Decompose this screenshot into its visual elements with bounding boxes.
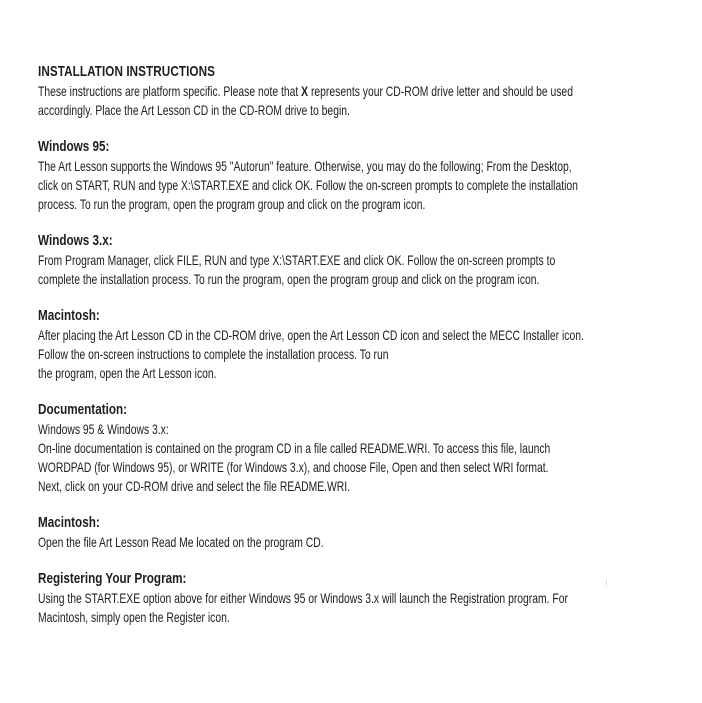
- macintosh-install-line: After placing the Art Lesson CD in the CD-ROM drive, open the Art Lesson CD icon and select the MECC Installer icon.: [38, 327, 584, 343]
- macintosh-doc-heading: Macintosh:: [38, 514, 100, 531]
- drive-letter-emphasis: X: [301, 83, 309, 99]
- intro-text-a: These instructions are platform specific. Please note that: [38, 83, 302, 99]
- macintosh-doc-line: Open the file Art Lesson Read Me located on the program CD.: [38, 534, 324, 550]
- macintosh-install-line: Follow the on-screen instructions to complete the installation process. To run: [38, 346, 389, 362]
- windows-95-section: [38, 137, 678, 214]
- intro-line-2: accordingly. Place the Art Lesson CD in the CD-ROM drive to begin.: [38, 102, 350, 118]
- registration-section: [38, 569, 678, 627]
- windows-95-line: click on START, RUN and type X:\START.EXE and click OK. Follow the on-screen prompts to complete the installation: [38, 177, 578, 193]
- windows-95-heading: Windows 95:: [38, 138, 110, 155]
- page-title: INSTALLATION INSTRUCTIONS: [38, 63, 216, 80]
- registration-line: Using the START.EXE option above for either Windows 95 or Windows 3.x will launch the Registration program. For: [38, 590, 568, 606]
- macintosh-install-line: the program, open the Art Lesson icon.: [38, 365, 217, 381]
- macintosh-doc-section: [38, 513, 678, 552]
- windows-3x-line: From Program Manager, click FILE, RUN and type X:\START.EXE and click OK. Follow the on-screen prompts to: [38, 252, 556, 268]
- intro-section: [38, 62, 678, 120]
- registration-heading: Registering Your Program:: [38, 570, 187, 587]
- intro-text-b: represents your CD-ROM drive letter and should be used: [308, 83, 573, 99]
- documentation-line: Windows 95 & Windows 3.x:: [38, 421, 169, 437]
- intro-line-1: [38, 82, 573, 101]
- macintosh-install-section: [38, 306, 678, 383]
- scan-speck: [606, 580, 610, 586]
- instruction-sheet: [38, 62, 678, 644]
- windows-95-line: process. To run the program, open the program group and click on the program icon.: [38, 196, 426, 212]
- windows-3x-section: [38, 231, 678, 289]
- documentation-line: Next, click on your CD-ROM drive and select the file README.WRI.: [38, 478, 351, 494]
- windows-3x-line: complete the installation process. To run the program, open the program group and click on the program icon.: [38, 271, 540, 287]
- documentation-section: [38, 400, 678, 496]
- documentation-line: On-line documentation is contained on the program CD in a file called README.WRI. To access this file, launch: [38, 440, 551, 456]
- documentation-heading: Documentation:: [38, 401, 128, 418]
- macintosh-install-heading: Macintosh:: [38, 307, 100, 324]
- registration-line: Macintosh, simply open the Register icon.: [38, 609, 230, 625]
- documentation-line: WORDPAD (for Windows 95), or WRITE (for Windows 3.x), and choose File, Open and then select WRI format.: [38, 459, 549, 475]
- windows-95-line: The Art Lesson supports the Windows 95 "Autorun" feature. Otherwise, you may do the following; From the Desktop,: [38, 158, 572, 174]
- windows-3x-heading: Windows 3.x:: [38, 232, 113, 249]
